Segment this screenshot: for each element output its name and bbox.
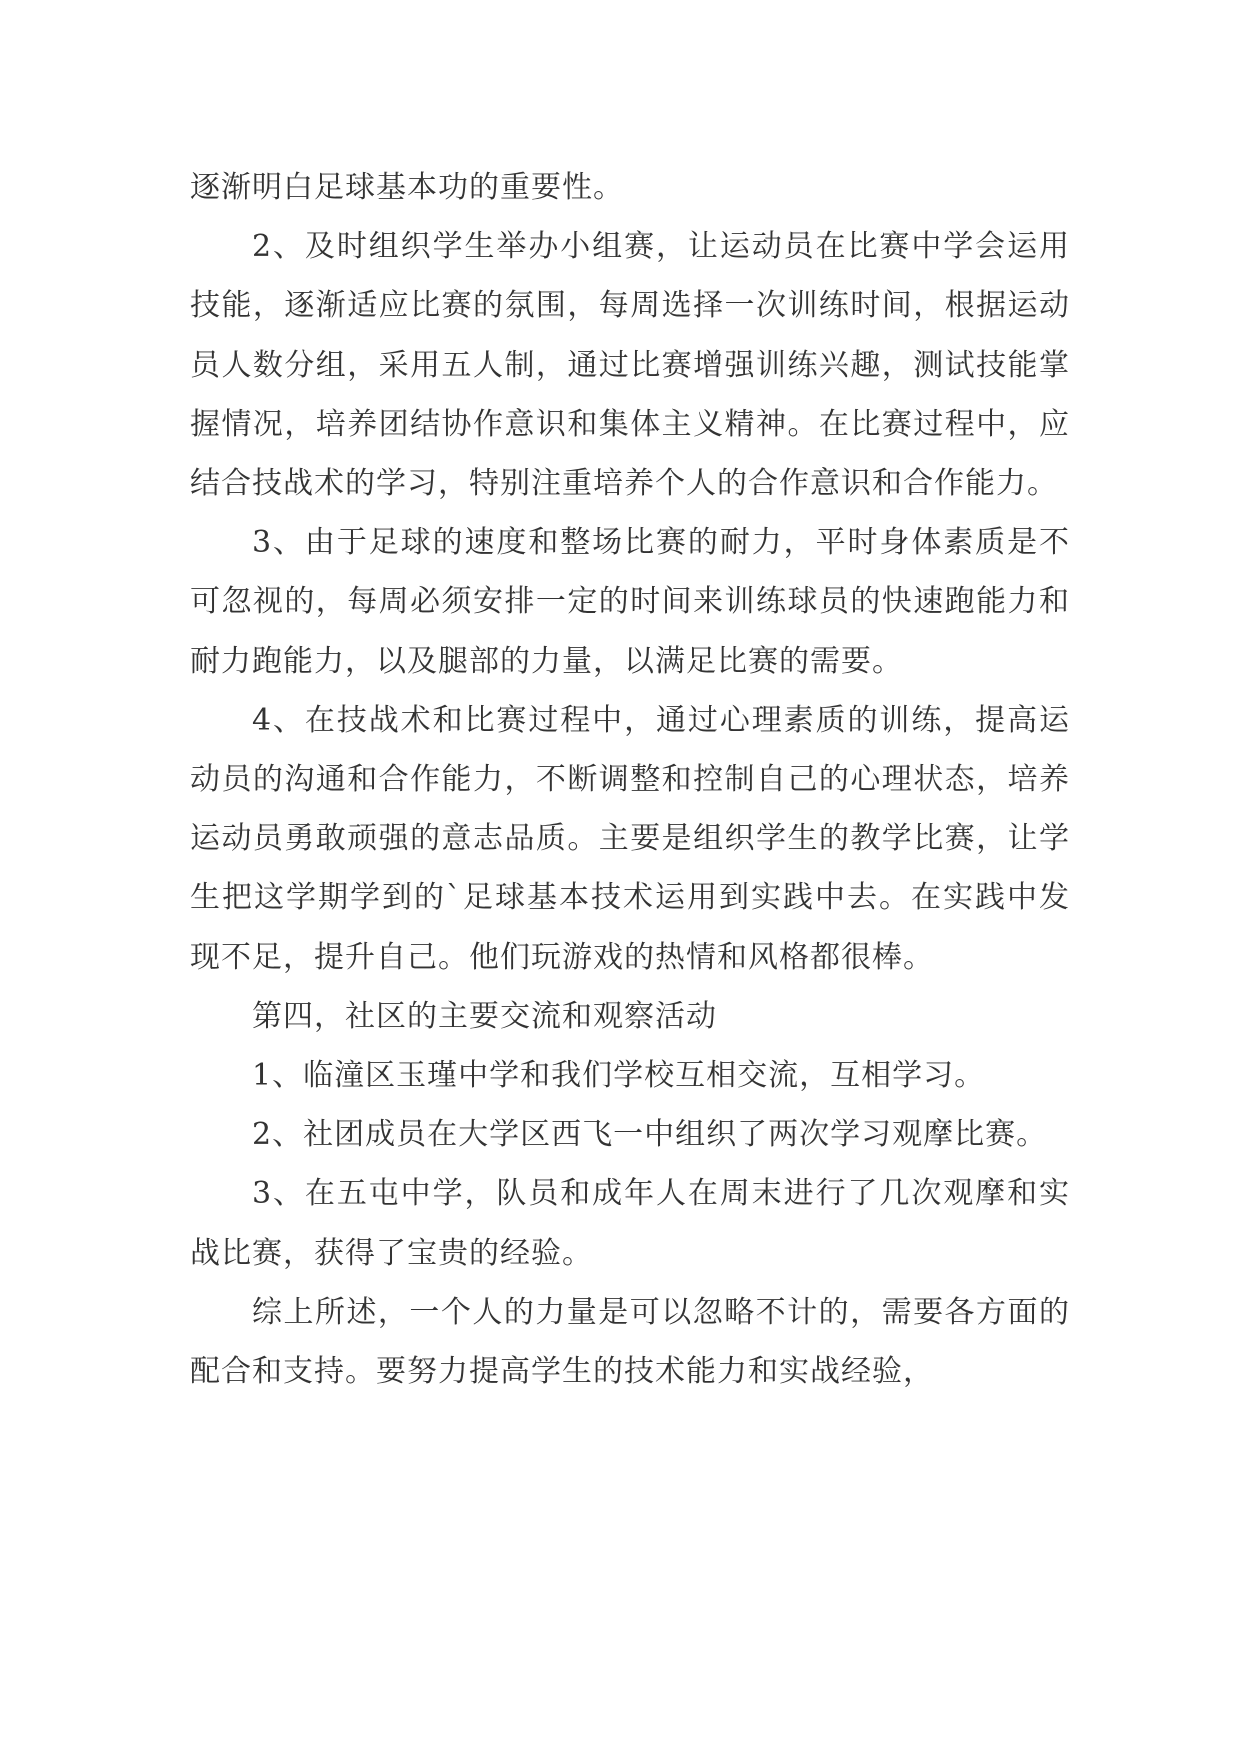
paragraph-summary: 综上所述，一个人的力量是可以忽略不计的，需要各方面的配合和支持。要努力提高学生的技术能力和实战经验， xyxy=(190,1294,1070,1390)
section-heading-fourth: 第四，社区的主要交流和观察活动 xyxy=(252,998,717,1034)
paragraph-continuation: 逐渐明白足球基本功的重要性。 xyxy=(190,170,624,205)
paragraph-exchange-1: 1、临潼区玉瑾中学和我们学校互相交流，互相学习。 xyxy=(252,1058,986,1094)
paragraph-exchange-3: 3、在五屯中学，队员和成年人在周末进行了几次观摩和实战比赛，获得了宝贵的经验。 xyxy=(190,1176,1070,1271)
paragraph-item-3-fitness: 3、由于足球的速度和整场比赛的耐力，平时身体素质是不可忽视的，每周必须安排一定的时间来训练球员的快速跑能力和耐力跑能力，以及腿部的力量，以满足比赛的需要。 xyxy=(190,525,1070,679)
paragraph-exchange-2: 2、社团成员在大学区西飞一中组织了两次学习观摩比赛。 xyxy=(252,1117,1048,1153)
paragraph-item-4-psychology: 4、在技战术和比赛过程中，通过心理素质的训练，提高运动员的沟通和合作能力，不断调整和控制自己的心理状态，培养运动员勇敢顽强的意志品质。主要是组织学生的教学比赛，让学生把这学期学到的`足球基本技术运用到实践中去。在实践中发现不足，提升自己。他们玩游戏的热情和风格都很棒。 xyxy=(190,702,1070,975)
paragraph-item-2-competitions: 2、及时组织学生举办小组赛，让运动员在比赛中学会运用技能，逐渐适应比赛的氛围，每周选择一次训练时间，根据运动员人数分组，采用五人制，通过比赛增强训练兴趣，测试技能掌握情况，培养团结协作意识和集体主义精神。在比赛过程中，应结合技战术的学习，特别注重培养个人的合作意识和合作能力。 xyxy=(190,229,1070,502)
document-body xyxy=(190,158,1070,1401)
